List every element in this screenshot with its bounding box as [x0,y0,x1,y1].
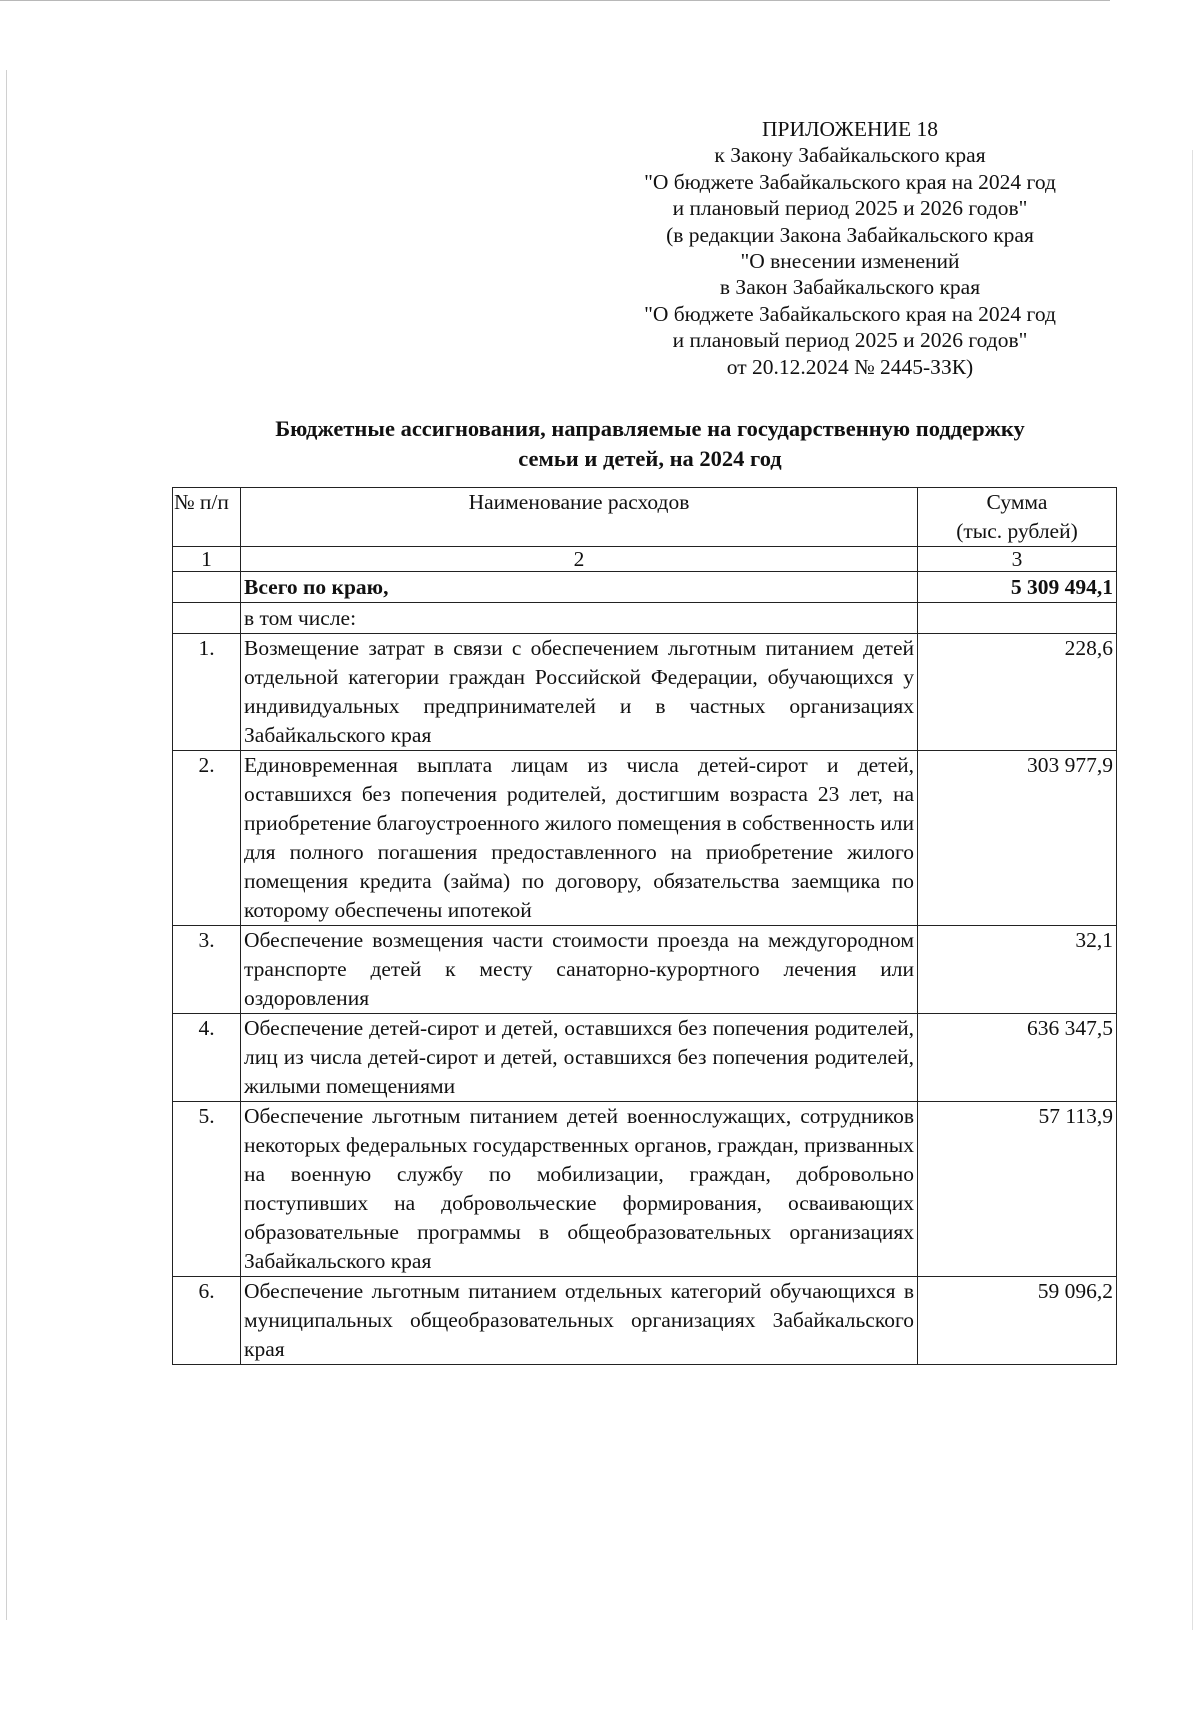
row-num: 3. [173,926,241,1014]
table-row [173,634,1117,751]
column-index: 1 [173,547,241,572]
header-sum-line-1: Сумма [986,490,1048,514]
row-value: 636 347,5 [918,1014,1117,1102]
appendix-line: ПРИЛОЖЕНИЕ 18 [761,117,939,141]
document-title-line-1: Бюджетные ассигнования, направляемые на государственную поддержку [275,416,1025,441]
scan-left-edge [6,70,7,1620]
row-name: Возмещение затрат в связи с обеспечением льготным питанием детей отдельной категории граждан Российской Федерации, обучающихся у индивидуальных предпринимателей и в частных организациях Забайкальского края [241,634,918,751]
header-sum [918,488,1117,547]
row-value: 59 096,2 [918,1277,1117,1365]
total-row [173,572,1117,603]
row-name: Обеспечение льготным питанием отдельных категорий обучающихся в муниципальных общеобразовательных организациях Забайкальского края [241,1277,918,1365]
appendix-line: от 20.12.2024 № 2445-ЗЗК) [726,354,974,379]
budget-table [172,487,1117,1365]
appendix-line: "О внесении изменений [740,249,960,274]
total-label: Всего по краю, [241,572,918,603]
appendix-line: "О бюджете Забайкальского края на 2024 год [644,301,1056,326]
total-value: 5 309 494,1 [918,572,1117,603]
column-index: 2 [241,547,918,572]
row-num: 2. [173,751,241,926]
scan-top-edge [0,0,1110,1]
row-value: 57 113,9 [918,1102,1117,1277]
row-num: 4. [173,1014,241,1102]
appendix-line: и плановый период 2025 и 2026 годов" [672,328,1028,353]
header-name: Наименование расходов [241,488,918,547]
total-num-cell [173,572,241,603]
column-index: 3 [918,547,1117,572]
row-num: 5. [173,1102,241,1277]
header-num: № п/п [173,488,241,547]
column-index-row [173,547,1117,572]
header-sum-line-2: (тыс. рублей) [956,519,1078,543]
table-row [173,1277,1117,1365]
including-label: в том числе: [241,603,918,634]
row-num: 1. [173,634,241,751]
appendix-line: в Закон Забайкальского края [719,275,981,300]
including-row [173,603,1117,634]
including-sum-cell [918,603,1117,634]
table-row [173,1102,1117,1277]
document-title [170,414,1130,474]
table-row [173,751,1117,926]
row-name: Обеспечение возмещения части стоимости проезда на междугородном транспорте детей к месту санаторно-курортного лечения или оздоровления [241,926,918,1014]
appendix-line: и плановый период 2025 и 2026 годов" [672,196,1028,221]
document-title-line-2: семьи и детей, на 2024 год [518,446,782,471]
table-header-row [173,488,1117,547]
scan-right-edge [1192,150,1193,1630]
row-value: 228,6 [918,634,1117,751]
table-row [173,1014,1117,1102]
appendix-line: (в редакции Закона Забайкальского края [666,222,1034,247]
row-num: 6. [173,1277,241,1365]
including-num-cell [173,603,241,634]
row-value: 32,1 [918,926,1117,1014]
appendix-line: к Закону Забайкальского края [714,143,986,168]
table-row [173,926,1117,1014]
row-value: 303 977,9 [918,751,1117,926]
appendix-header [600,116,1100,380]
appendix-line: "О бюджете Забайкальского края на 2024 год [644,169,1056,194]
row-name: Единовременная выплата лицам из числа детей-сирот и детей, оставшихся без попечения родителей, достигшим возраста 23 лет, на приобретение благоустроенного жилого помещения в собственность или для полного погашения предоставленного на приобретение жилого помещения кредита (займа) по договору, обязательства заемщика по которому обеспечены ипотекой [241,751,918,926]
row-name: Обеспечение детей-сирот и детей, оставшихся без попечения родителей, лиц из числа детей-сирот и детей, оставшихся без попечения родителей, жилыми помещениями [241,1014,918,1102]
row-name: Обеспечение льготным питанием детей военнослужащих, сотрудников некоторых федеральных государственных органов, граждан, призванных на военную службу по мобилизации, граждан, добровольно поступивших на добровольческие формирования, осваивающих образовательные программы в общеобразовательных организациях Забайкальского края [241,1102,918,1277]
